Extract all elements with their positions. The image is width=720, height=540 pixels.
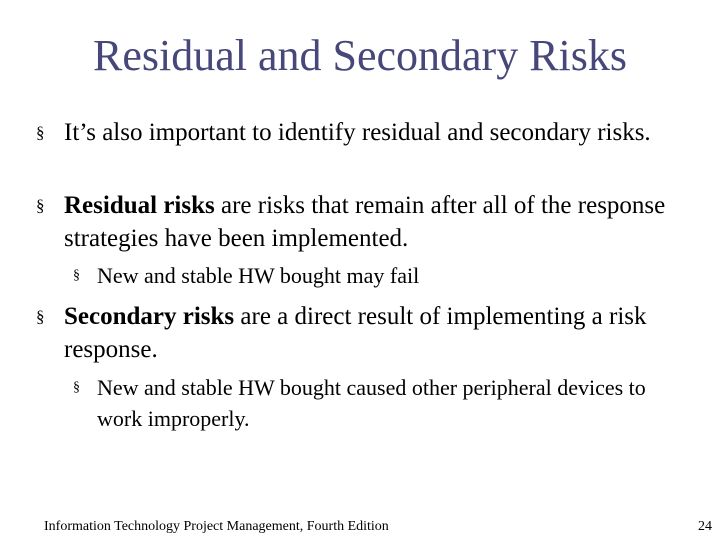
term-residual-risks: Residual risks <box>64 192 215 219</box>
page-number: 24 <box>698 519 712 534</box>
term-secondary-risks: Secondary risks <box>64 303 235 330</box>
slide-title: Residual and Secondary Risks <box>92 31 628 80</box>
bullet-identify-risks <box>36 116 686 149</box>
bullet-residual-risks <box>36 189 686 255</box>
bullet-marker: § <box>36 307 45 326</box>
bullet-marker: § <box>36 196 45 215</box>
sub-bullet-secondary-example <box>73 372 693 434</box>
bullet-rest-text: are a direct result of implementing a risk response. <box>64 303 647 363</box>
sub-bullet-text: New and stable HW bought caused other peripheral devices to work improperly. <box>97 375 646 431</box>
sub-bullet-marker: § <box>73 380 80 395</box>
bullet-text <box>64 300 686 366</box>
bullet-text: It’s also important to identify residual and secondary risks. <box>64 119 651 146</box>
bullet-text <box>64 189 686 255</box>
bullet-marker: § <box>36 123 45 142</box>
bullet-rest-text: are risks that remain after all of the response strategies have been implemented. <box>64 192 666 252</box>
footer-book-title: Information Technology Project Management, Fourth Edition <box>44 519 389 534</box>
sub-bullet-marker: § <box>73 268 80 283</box>
sub-bullet-text: New and stable HW bought may fail <box>97 263 420 288</box>
bullet-secondary-risks <box>36 300 686 366</box>
sub-bullet-residual-example <box>73 260 693 291</box>
